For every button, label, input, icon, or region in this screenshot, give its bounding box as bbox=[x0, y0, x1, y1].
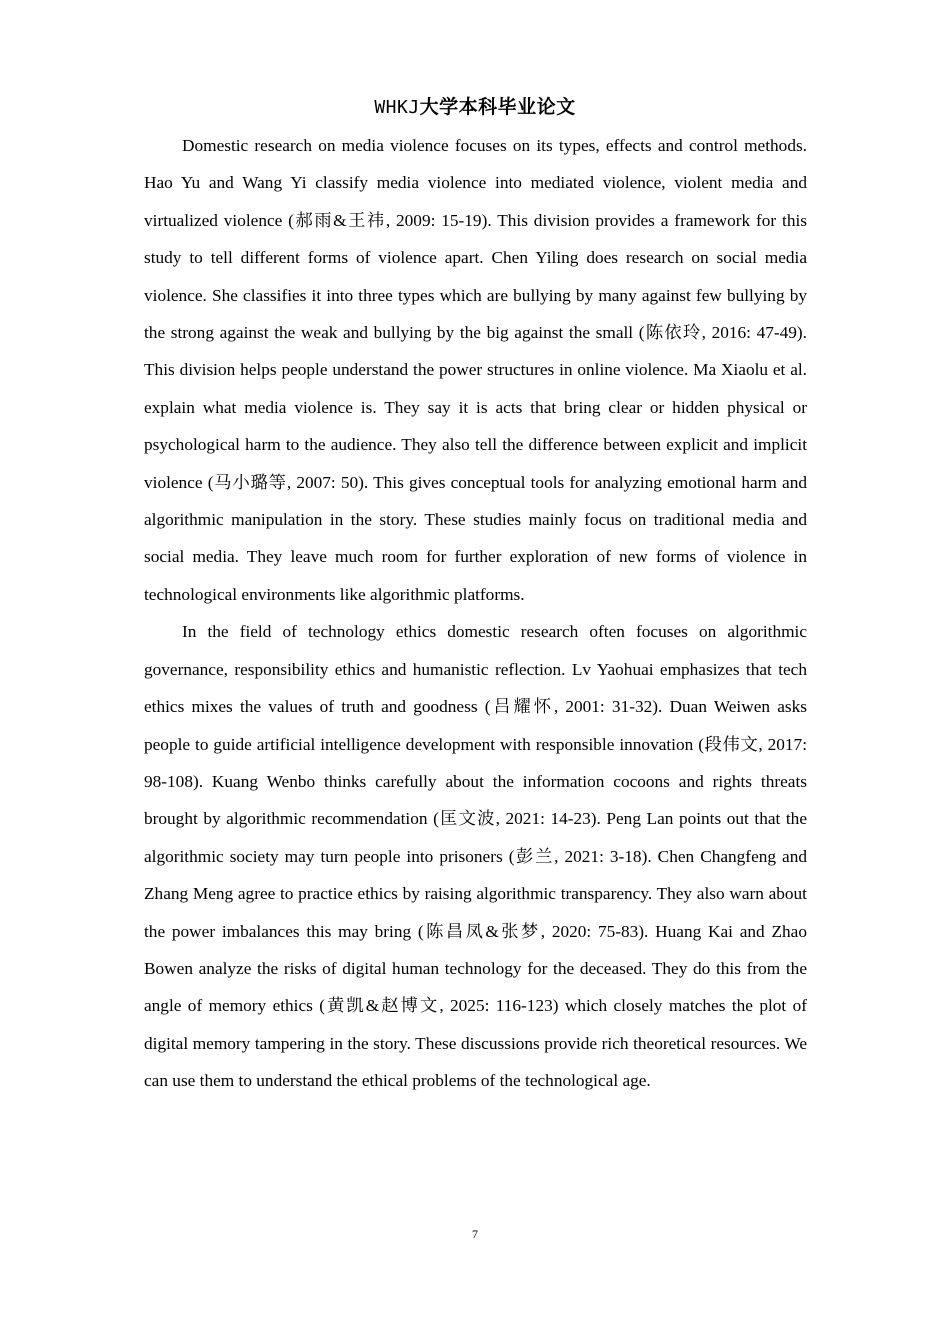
body-text bbox=[144, 127, 807, 1100]
paragraph-media-violence: Domestic research on media violence focuses on its types, effects and control methods. Hao Yu and Wang Yi classify media violence into mediated violence, violent media and virtualized violence (郝雨&王祎, 2009: 15-19). This division provides a framework for this study to tell different forms of violence apart. Chen Yiling does research on social media violence. She classifies it into three types which are bullying by many against few bullying by the strong against the weak and bullying by the big against the small (陈依玲, 2016: 47-49). This division helps people understand the power structures in online violence. Ma Xiaolu et al. explain what media violence is. They say it is acts that bring clear or hidden physical or psychological harm to the audience. They also tell the difference between explicit and implicit violence (马小璐等, 2007: 50). This gives conceptual tools for analyzing emotional harm and algorithmic manipulation in the story. These studies mainly focus on traditional media and social media. They leave much room for further exploration of new forms of violence in technological environments like algorithmic platforms. bbox=[144, 136, 807, 604]
header-school-code: WHKJ bbox=[374, 97, 420, 118]
page-number: 7 bbox=[472, 1227, 478, 1241]
header-title: 大学本科毕业论文 bbox=[419, 96, 576, 118]
running-header bbox=[0, 95, 950, 120]
paragraph-technology-ethics: In the field of technology ethics domestic research often focuses on algorithmic governance, responsibility ethics and humanistic reflection. Lv Yaohuai emphasizes that tech ethics mixes the values of truth and goodness (吕耀怀, 2001: 31-32). Duan Weiwen asks people to guide artificial intelligence development with responsible innovation (段伟文, 2017: 98-108). Kuang Wenbo thinks carefully about the information cocoons and rights threats brought by algorithmic recommendation (匡文波, 2021: 14-23). Peng Lan points out that the algorithmic society may turn people into prisoners (彭兰, 2021: 3-18). Chen Changfeng and Zhang Meng agree to practice ethics by raising algorithmic transparency. They also warn about the power imbalances this may bring (陈昌凤&张梦, 2020: 75-83). Huang Kai and Zhao Bowen analyze the risks of digital human technology for the deceased. They do this from the angle of memory ethics (黄凯&赵博文, 2025: 116-123) which closely matches the plot of digital memory tampering in the story. These discussions provide rich theoretical resources. We can use them to understand the ethical problems of the technological age. bbox=[144, 622, 807, 1091]
